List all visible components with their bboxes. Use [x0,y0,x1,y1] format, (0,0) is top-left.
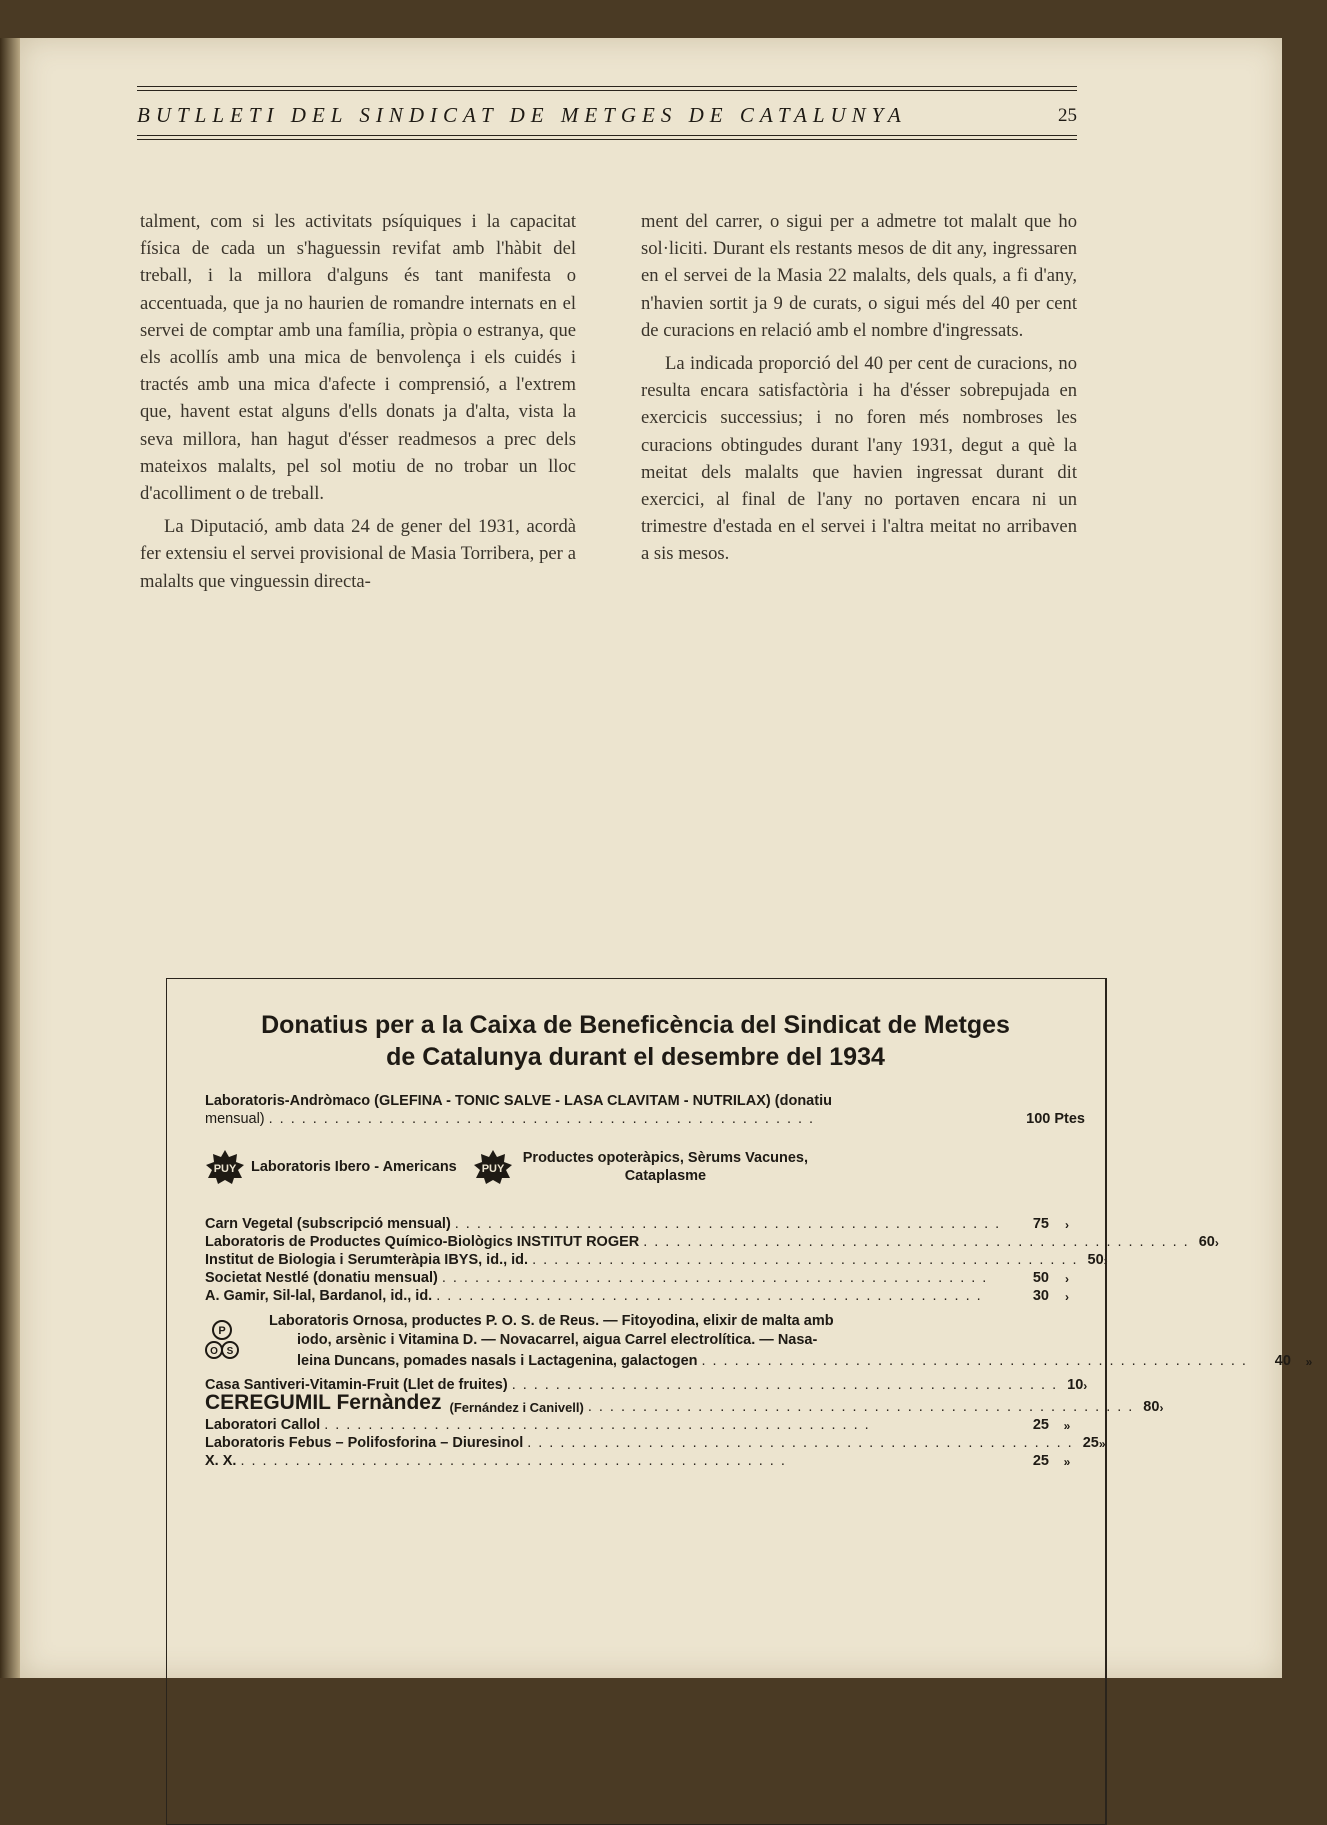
puy-logo-icon [473,1149,513,1185]
donation-row [205,1232,1219,1250]
donation-list-2 [205,1375,1164,1469]
leader-dots: .................................................. [436,1288,988,1304]
entry-amount: 100 Ptes [1026,1111,1085,1127]
donations-title-line1: Donatius per a la Caixa de Beneficència del Sindicat de Metges [261,1011,1010,1039]
left-column [140,208,576,595]
donor-name: A. Gamir, Sil-lal, Bardanol, id., id. [205,1288,433,1304]
entry-row [205,1109,1085,1127]
donations-title [205,1009,1066,1073]
header-rule-bottom-2 [137,139,1077,140]
entry-amount: 75 [1032,1216,1049,1232]
donations-title-line2: de Catalunya durant el desembre del 1934 [386,1043,885,1071]
entry-amount: 30 [1032,1288,1049,1304]
donor-name: Institut de Biologia i Serumteràpia IBYS, id., id. [205,1252,529,1268]
entry-unit: › [1065,1218,1069,1232]
donor-name-suffix: (Fernández i Canivell) [449,1400,584,1415]
donor-name: Carn Vegetal (subscripció mensual) [205,1216,451,1232]
page-number: 25 [1058,104,1077,126]
ornosa-row [297,1351,1327,1369]
donor-name: Casa Santiveri-Vitamin-Fruit (Llet de fruites) [205,1377,508,1393]
svg-text:PUY: PUY [481,1163,505,1175]
paragraph: ment del carrer, o sigui per a admetre tot malalt que ho sol·liciti. Durant els restants mesos de dit any, ingressaren en el servei de la Masia 22 malalts, dels quals, a fi d'any, n'havien sortit ja 9 de curats, o sigui més del 40 per cent de curacions en relació amb el nombre d'ingressats. [641,211,1077,341]
puy-right-text [523,1149,808,1185]
header-title-row [137,94,1077,135]
paragraph: talment, com si les activitats psíquiques i la capacitat física de cada un s'haguessin revifat amb l'hàbit del treball, i la millora d'alguns és tant manifesta o accentuada, que ja no haurien de romandre internats en el servei de comptar amb una família, pròpia o estranya, que els acollís amb una mica de benvolença i els cuidés i tractés amb una mica d'afecte i comprensió, a l'extrem que, havent estat alguns d'ells donats ja d'alta, vista la seva millora, han hagut d'ésser readmesos a prec dels mateixos malalts, pel sol motiu de no trobar un lloc d'acolliment o de treball. [140,211,576,505]
leader-dots: .................................................. [643,1234,1195,1250]
entry-unit: › [1065,1290,1069,1304]
header-rule-top-2 [137,90,1077,91]
donation-row [205,1415,1085,1433]
donor-name: CEREGUMIL Fernàndez [205,1391,442,1414]
header-rule-top [137,86,1077,87]
donor-name: Laboratori Callol [205,1417,321,1433]
ornosa-line: Laboratoris Ornosa, productes P. O. S. de Reus. — Fitoyodina, elixir de malta amb [269,1313,834,1329]
ornosa-line: leina Duncans, pomades nasals i Lactagenina, galactogen [297,1353,698,1369]
donation-entry-puy [205,1149,1085,1185]
leader-dots: .................................................. [454,1216,1007,1232]
entry-unit: » [1063,1455,1071,1469]
leader-dots: .................................................. [527,1435,1079,1451]
svg-text:O: O [210,1346,218,1357]
leader-dots: .................................................. [587,1399,1140,1415]
entry-unit: › [1065,1272,1069,1286]
entry-amount: 50 [1032,1270,1049,1286]
puy-right-line2: Cataplasme [624,1168,707,1184]
svg-text:P: P [218,1325,226,1337]
entry-amount: 80 [1143,1399,1160,1415]
puy-right-line1: Productes opoteràpics, Sèrums Vacunes, [522,1150,809,1166]
entry-unit: › [1083,1379,1088,1393]
ornosa-text-block [269,1313,1327,1369]
journal-title: BUTLLETI DEL SINDICAT DE METGES DE CATALUNYA [137,103,907,127]
entry-unit: › [1103,1254,1108,1268]
donations-box [166,978,1313,1825]
page-edge [0,38,20,1678]
puy-left-text: Laboratoris Ibero - Americans [251,1159,457,1175]
leader-dots: .................................................. [532,1252,1084,1268]
donation-row [205,1433,1106,1451]
running-header [137,86,1077,143]
donor-name: Laboratoris de Productes Químico-Biològics INSTITUT ROGER [205,1234,640,1250]
entry-text: Laboratoris-Andròmaco (GLEFINA - TONIC SALVE - LASA CLAVITAM - NUTRILAX) (donatiu [205,1093,832,1109]
leader-dots: .................................................. [324,1417,876,1433]
paragraph: La indicada proporció del 40 per cent de curacions, no resulta encara satisfactòria i ha d'ésser sobrepujada en exercicis successius; i no foren més nombroses les curacions obtingudes durant l'any 1931, degut a què la meitat dels malalts que havien ingressat durant dit exercici, al final de l'any no portaven encara ni un trimestre d'estada en el servei i l'altra meitat no arribaven a sis mesos. [641,353,1077,565]
pos-logo-icon [205,1319,239,1363]
donation-row [205,1391,1164,1415]
donation-row [205,1286,1085,1304]
right-column [641,208,1077,595]
donation-entry-ornosa [205,1313,1313,1369]
leader-dots: .................................................. [268,1111,821,1127]
leader-dots: .................................................. [701,1353,1253,1369]
entry-unit: » [1305,1355,1313,1369]
entry-amount: 25 [1032,1453,1049,1469]
entry-amount: 10 [1067,1377,1084,1393]
leader-dots: .................................................. [511,1377,1064,1393]
paragraph: La Diputació, amb data 24 de gener del 1931, acordà fer extensiu el servei provisional de Masia Torribera, per a malalts que vinguessin directa- [140,516,576,592]
puy-logo-icon [205,1149,245,1185]
leader-dots: .................................................. [240,1453,792,1469]
entry-amount: 25 [1082,1435,1099,1451]
ornosa-line: iodo, arsènic i Vitamina D. — Novacarrel, aigua Carrel electrolítica. — Nasa- [297,1332,818,1348]
donation-row [205,1250,1108,1268]
entry-unit: » [1098,1437,1106,1451]
donation-row [205,1451,1085,1469]
donation-list [205,1214,1219,1304]
donation-row [205,1214,1085,1232]
donor-name: Laboratoris Febus – Polifosforina – Diuresinol [205,1435,524,1451]
body-columns [140,208,1077,595]
donor-name: X. X. [205,1453,237,1469]
entry-amount: 60 [1198,1234,1215,1250]
header-rule-bottom [137,135,1077,136]
entry-unit: › [1159,1401,1164,1415]
donation-row [205,1268,1085,1286]
entry-amount: 40 [1274,1353,1291,1369]
entry-text: mensual) [205,1111,265,1127]
entry-unit: » [1063,1419,1071,1433]
entry-amount: 50 [1087,1252,1104,1268]
svg-text:PUY: PUY [213,1163,237,1175]
entry-unit: › [1214,1236,1219,1250]
svg-text:S: S [226,1346,234,1357]
donor-name: Societat Nestlé (donatiu mensual) [205,1270,438,1286]
donation-entry-andromaco [205,1093,1085,1127]
box-right-rule [1105,978,1107,1825]
leader-dots: .................................................. [441,1270,994,1286]
entry-amount: 25 [1032,1417,1049,1433]
